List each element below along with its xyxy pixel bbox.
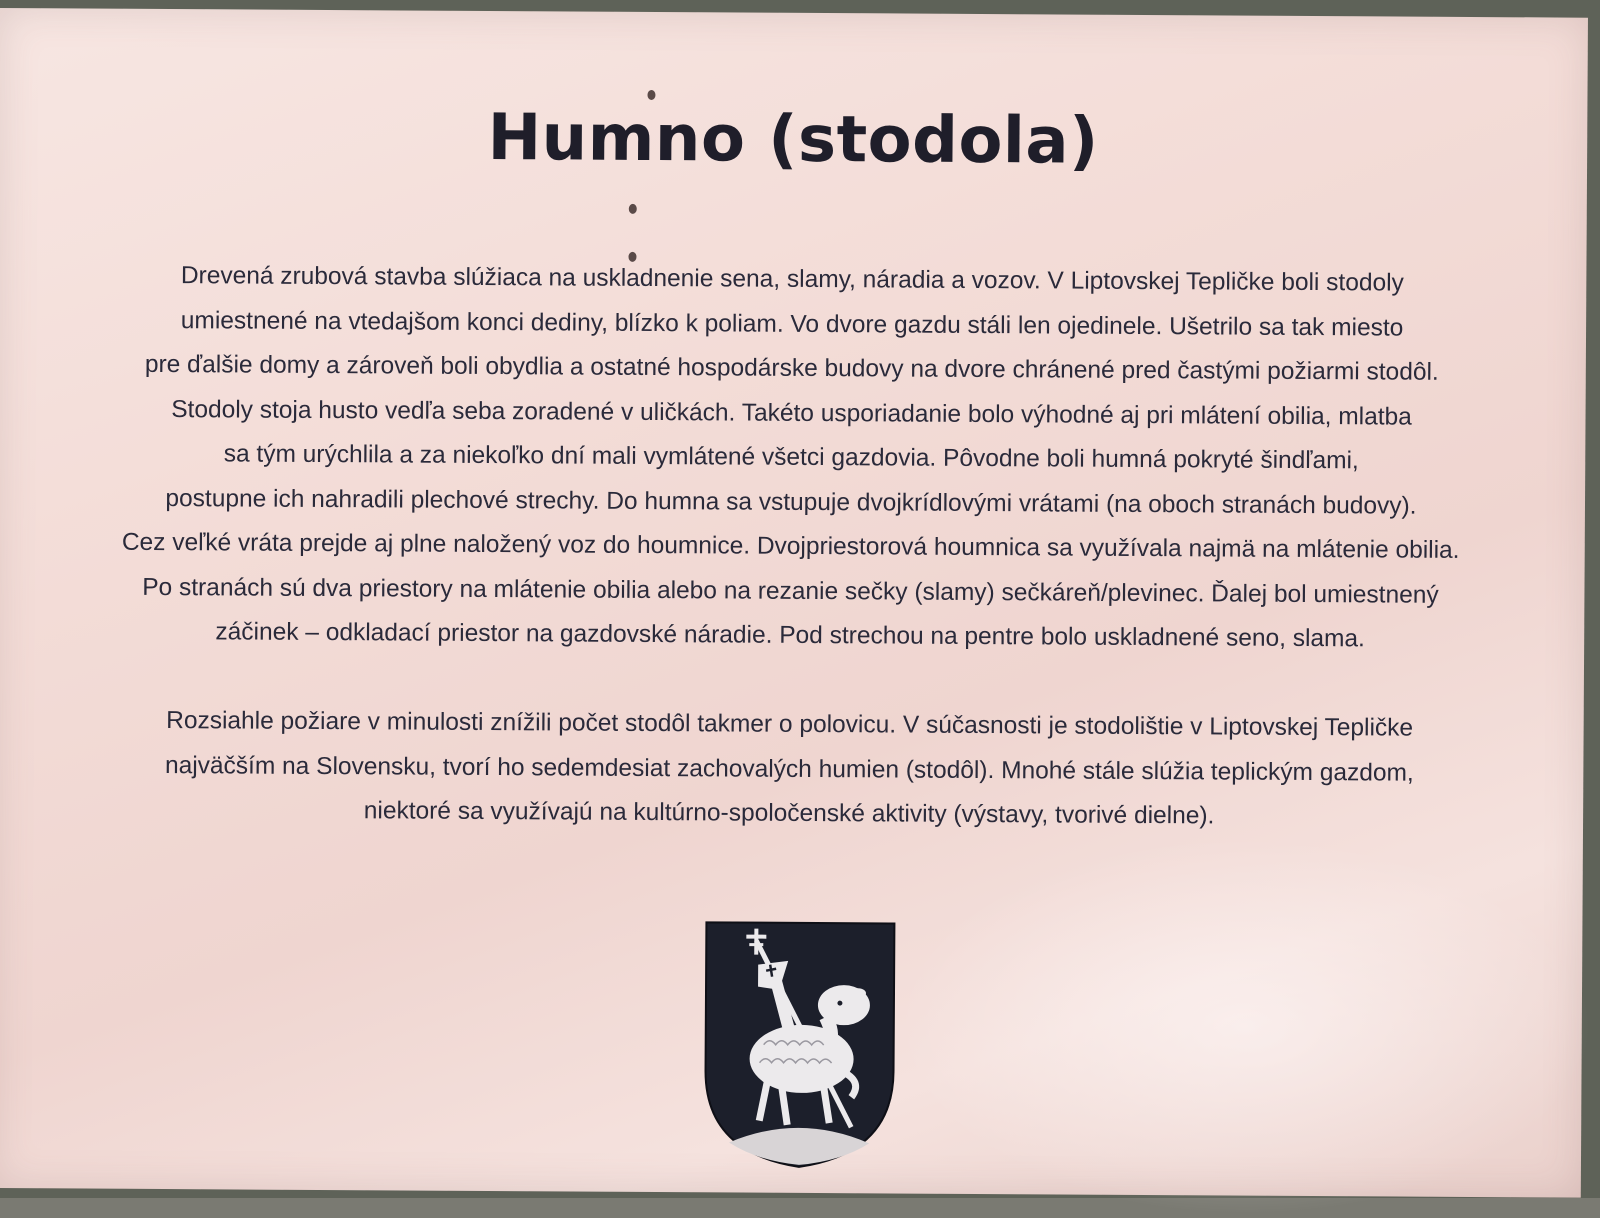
sign-title: Humno (stodola) [0,98,1587,182]
screw-mark [647,90,655,100]
paragraph-line: sa tým urýchlila a za niekoľko dní mali vymlátené všetci gazdovia. Pôvodne boli humná pokryté šindľami, [11,431,1571,485]
paragraph-line: Drevená zrubová stavba slúžiaca na uskladnenie sena, slamy, náradia a vozov. V Liptovskej Tepličke boli stodoly [12,253,1572,307]
coat-of-arms-icon [701,920,899,1169]
information-sign [0,8,1588,1198]
screw-mark [629,204,637,214]
paragraph-line: pre ďalšie domy a zároveň boli obydlia a ostatné hospodárske budovy na dvore chránené pred častými požiarmi stodôl. [12,342,1572,396]
paragraph-line: Po stranách sú dva priestory na mlátenie obilia alebo na rezanie sečky (slamy) sečkáreň/plevinec. Ďalej bol umiestnený [10,565,1570,619]
paragraph-line: Cez veľké vráta prejde aj plne naložený voz do houmnice. Dvojpriestorová houmnica sa využívala najmä na mlátenie obilia. [11,520,1571,574]
light-glare [893,833,1595,1217]
paragraph-line: Rozsiahle požiare v minulosti znížili počet stodôl takmer o polovicu. V súčasnosti je stodolištie v Liptovskej Tepličke [10,698,1570,752]
paragraph-line: Stodoly stoja husto vedľa seba zoradené v uličkách. Takéto usporiadanie bolo výhodné aj pri mlátení obilia, mlatba [11,387,1571,441]
paragraph-line: najväčším na Slovensku, tvorí ho sedemdesiat zachovalých humien (stodôl). Mnohé stále slúžia teplickým gazdom, [9,743,1569,797]
paragraph-line: niektoré sa využívajú na kultúrno-spoločenské aktivity (výstavy, tvorivé dielne). [9,787,1569,841]
paragraph-line: umiestnené na vtedajšom konci dediny, blízko k poliam. Vo dvore gazdu stáli len ojedinele. Ušetrilo sa tak miesto [12,298,1572,352]
paragraph-1 [10,253,1572,663]
paragraph-2 [9,698,1570,841]
paragraph-line: postupne ich nahradili plechové strechy. Do humna sa vstupuje dvojkrídlovými vrátami (na oboch stranách budovy). [11,476,1571,530]
paragraph-line: záčinek – odkladací priestor na gazdovské náradie. Pod strechou na pentre bolo uskladnené seno, slama. [10,609,1570,663]
